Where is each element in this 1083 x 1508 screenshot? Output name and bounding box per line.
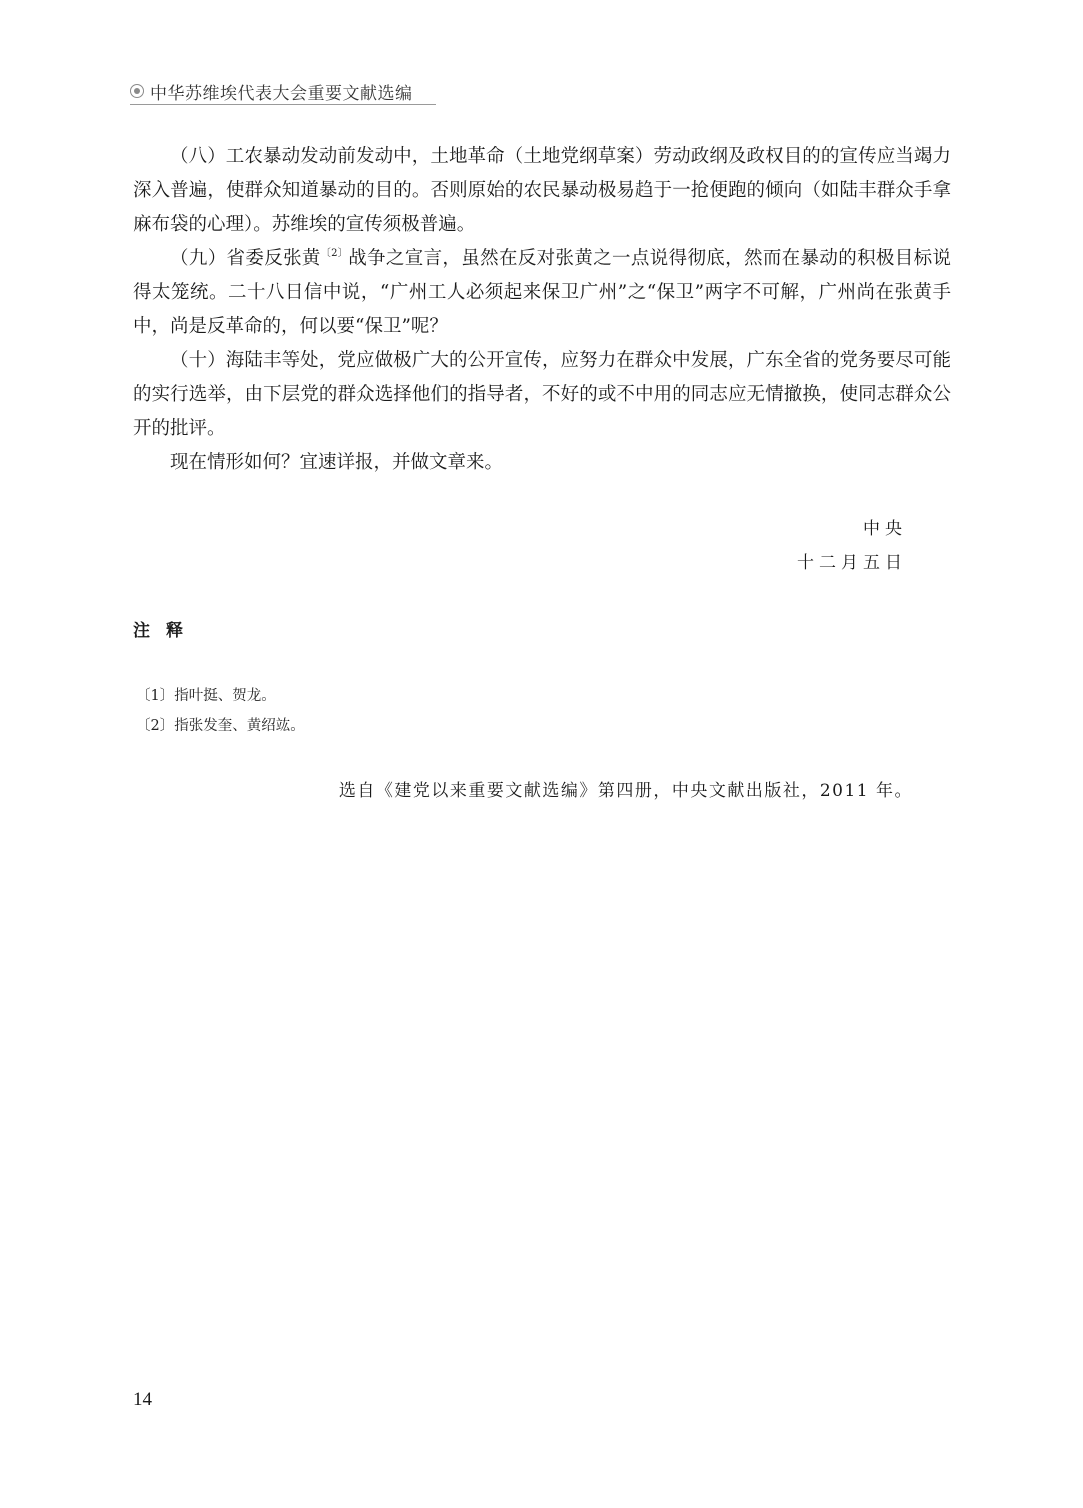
note-item-2: 〔2〕指张发奎、黄绍竑。 bbox=[136, 718, 305, 734]
paragraph-10: （十）海陆丰等处，党应做极广大的公开宣传，应努力在群众中发展，广东全省的党务要尽可能的实行选举，由下层党的群众选择他们的指导者，不好的或不中用的同志应无情撤换，使同志群众公开的批评。 bbox=[133, 350, 951, 439]
body-text bbox=[133, 140, 951, 480]
bullet-circle-icon bbox=[130, 84, 144, 98]
paragraph-closing: 现在情形如何？宜速详报，并做文章来。 bbox=[170, 452, 504, 473]
signature-sender: 中央 bbox=[863, 519, 907, 539]
source-citation: 选自《建党以来重要文献选编》第四册，中央文献出版社，2011 年。 bbox=[338, 781, 913, 801]
running-header bbox=[130, 78, 436, 105]
page-number: 14 bbox=[133, 1389, 152, 1410]
signature-date: 十二月五日 bbox=[797, 553, 907, 573]
notes-list bbox=[136, 681, 305, 741]
footnote-ref-2[interactable]: 〔2〕 bbox=[320, 248, 349, 259]
note-item-1: 〔1〕指叶挺、贺龙。 bbox=[136, 688, 276, 704]
signature-block bbox=[797, 512, 907, 580]
book-title: 中华苏维埃代表大会重要文献选编 bbox=[150, 83, 413, 104]
paragraph-8: （八）工农暴动发动前发动中，土地革命（土地党纲草案）劳动政纲及政权目的的宣传应当竭力深入普遍，使群众知道暴动的目的。否则原始的农民暴动极易趋于一抢便跑的倾向（如陆丰群众手拿麻布袋的心理）。苏维埃的宣传须极普遍。 bbox=[133, 146, 951, 235]
paragraph-9: （九）省委反张黄$^{〔2〕}$战争之宣言，虽然在反对张黄之一点说得彻底，然而在暴动的积极目标说得太笼统。二十八日信中说，“广州工人必须起来保卫广州”之“保卫”两字不可解，广州尚在张黄手中，尚是反革命的，何以要“保卫”呢？ bbox=[133, 248, 951, 337]
notes-heading: 注释 bbox=[133, 621, 199, 641]
